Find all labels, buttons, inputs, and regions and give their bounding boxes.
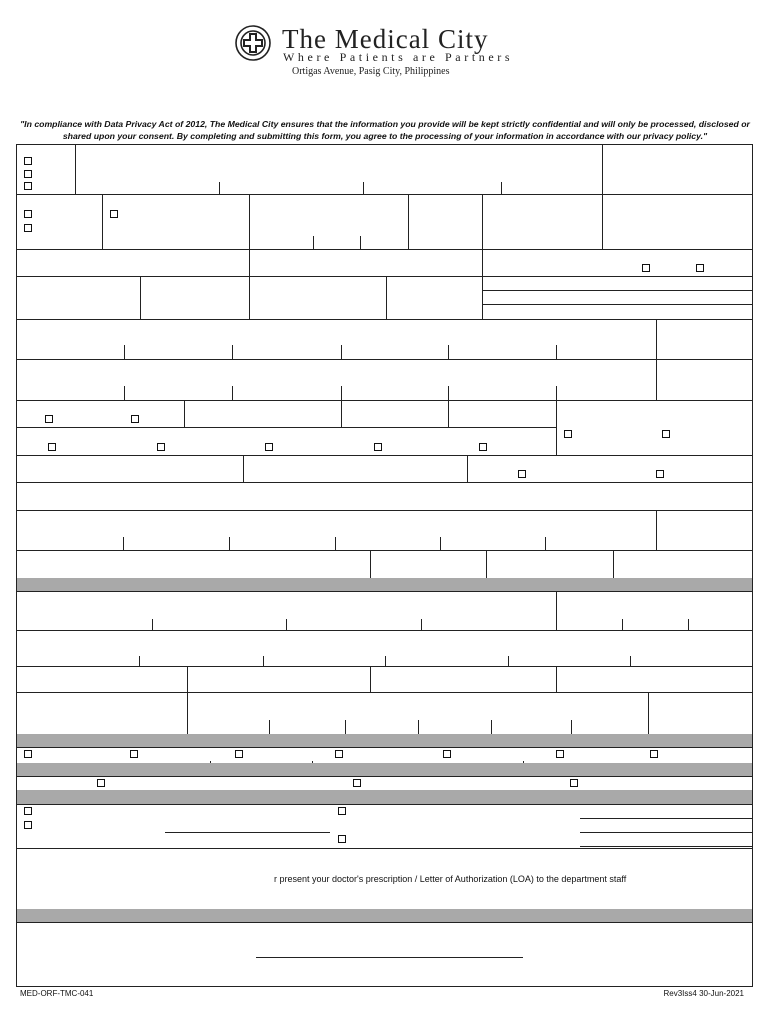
checkbox[interactable]: [45, 415, 53, 423]
checkbox[interactable]: [157, 443, 165, 451]
checkbox[interactable]: [24, 821, 32, 829]
checkbox[interactable]: [24, 170, 32, 178]
checkbox[interactable]: [24, 210, 32, 218]
section-bar: [17, 734, 752, 747]
checkbox[interactable]: [24, 750, 32, 758]
checkbox[interactable]: [338, 835, 346, 843]
signature-line: [256, 957, 523, 958]
privacy-notice: "In compliance with Data Privacy Act of 2012, The Medical City ensures that the information you provide will be kept strictly confidential and will only be processed, disclosed or shared upon your consent. By completing and submitting this form, you agree to the processing of your information in accordance with our privacy policy.": [20, 119, 750, 141]
section-bar: [17, 909, 752, 922]
checkbox[interactable]: [662, 430, 670, 438]
prescription-note: r present your doctor's prescription / Letter of Authorization (LOA) to the department staff: [274, 874, 627, 884]
checkbox[interactable]: [24, 224, 32, 232]
checkbox[interactable]: [353, 779, 361, 787]
checkbox[interactable]: [556, 750, 564, 758]
checkbox[interactable]: [650, 750, 658, 758]
checkbox[interactable]: [48, 443, 56, 451]
logo: [228, 22, 278, 64]
checkbox[interactable]: [570, 779, 578, 787]
checkbox[interactable]: [97, 779, 105, 787]
section-bar: [17, 763, 752, 776]
checkbox[interactable]: [265, 443, 273, 451]
hospital-name: The Medical City: [282, 24, 489, 54]
checkbox[interactable]: [443, 750, 451, 758]
checkbox[interactable]: [110, 210, 118, 218]
hospital-tagline: Where Patients are Partners: [283, 50, 514, 64]
checkbox[interactable]: [642, 264, 650, 272]
section-bar: [17, 578, 752, 591]
checkbox[interactable]: [656, 470, 664, 478]
checkbox[interactable]: [564, 430, 572, 438]
checkbox[interactable]: [131, 415, 139, 423]
checkbox[interactable]: [24, 807, 32, 815]
checkbox[interactable]: [696, 264, 704, 272]
checkbox[interactable]: [235, 750, 243, 758]
hospital-address: Ortigas Avenue, Pasig City, Philippines: [292, 66, 450, 77]
checkbox[interactable]: [338, 807, 346, 815]
revision-date: Rev3Iss4 30-Jun-2021: [663, 989, 744, 998]
checkbox[interactable]: [374, 443, 382, 451]
section-bar: [17, 790, 752, 804]
checkbox[interactable]: [24, 182, 32, 190]
checkbox[interactable]: [130, 750, 138, 758]
form-code: MED-ORF-TMC-041: [20, 989, 94, 998]
checkbox[interactable]: [479, 443, 487, 451]
checkbox[interactable]: [335, 750, 343, 758]
checkbox[interactable]: [518, 470, 526, 478]
checkbox[interactable]: [24, 157, 32, 165]
